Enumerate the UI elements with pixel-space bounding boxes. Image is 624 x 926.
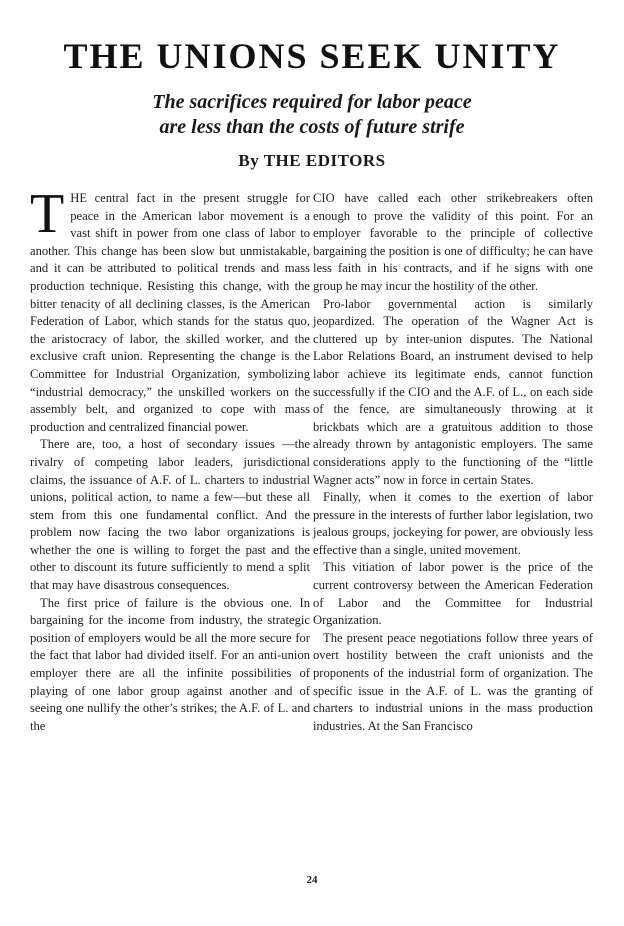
right-column — [313, 190, 593, 735]
paragraph — [30, 183, 310, 436]
left-column — [30, 183, 310, 735]
article-title: THE UNIONS SEEK UNITY — [63, 36, 561, 76]
page-number: 24 — [306, 874, 318, 886]
paragraph: This vitiation of labor power is the price of the current controversy between the American Federation of Labor and the Committee for Industrial Organization. — [313, 560, 593, 628]
paragraph: Finally, when it comes to the exertion of labor pressure in the interests of further labor legislation, two jealous groups, jockeying for power, are obviously less effective than a single, united movement. — [313, 490, 593, 557]
paragraph: Pro-labor governmental action is similarly jeopardized. The operation of the Wagner Act is cluttered up by inter-union disputes. The National Labor Relations Board, an instrument devised to help labor achieve its legitimate ends, cannot function successfully if the CIO and the A.F. of L., on each side of the fence, are simultaneously throwing at it brickbats which are a gratuitous addition to those already thrown by antagonistic employers. The same considerations apply to the functioning of the “little Wagner acts” now in force in certain States. — [313, 296, 593, 487]
paragraph: CIO have called each other strikebreakers often enough to prove the validity of this point. For an employer favorable to the principle of collective bargaining the position is one of difficulty; he can have less faith in his contracts, and if he signs with one group he may incur the hostility of the other. — [313, 191, 593, 293]
subtitle-line-2: are less than the costs of future strife — [159, 116, 465, 138]
paragraph: The first price of failure is the obvious one. In bargaining for the income from industry, the strategic position of employers would be all the more secure for the fact that labor had divided itself. For an anti-union employer there are all the infinite possibilities of playing of one labor group against another and of seeing one nullify the other’s strikes; the A.F. of L. and the — [30, 595, 310, 733]
byline: By THE EDITORS — [238, 151, 386, 170]
drop-cap: T — [30, 183, 65, 245]
subtitle-line-1: The sacrifices required for labor peace — [152, 91, 472, 113]
article-subtitle — [0, 90, 624, 140]
paragraph-text: HE central fact in the present struggle for peace in the American labor movement is a vast shift in power from one class of labor to another. This change has been slow but unmistakable, and it can be attributed to political trends and mass production technique. Resisting this change, with the bitter tenacity of all declining classes, is the American Federation of Labor, which stands for the status quo, the aristocracy of labor, the skilled worker, and the exclusive craft union. Representing the change is the Committee for Industrial Organization, symbolizing “industrial democracy,” the unskilled workers on the assembly belt, and organized to cope with mass production and centralized financial power. — [30, 191, 310, 434]
paragraph: There are, too, a host of secondary issues —the rivalry of competing labor leaders, jurisdictional claims, the issuance of A.F. of L. charters to industrial unions, political action, to name a few—but these all stem from this one fundamental conflict. And the problem now facing the two labor organizations is whether the one is willing to forget the past and the other to discount its future sufficiently to mend a split that may have disastrous consequences. — [30, 437, 310, 593]
paragraph: The present peace negotiations follow three years of overt hostility between the craft unionists and the proponents of the industrial form of organization. The specific issue in the A.F. of L. was the granting of charters to industrial unions in the mass production industries. At the San Francisco — [313, 630, 593, 733]
